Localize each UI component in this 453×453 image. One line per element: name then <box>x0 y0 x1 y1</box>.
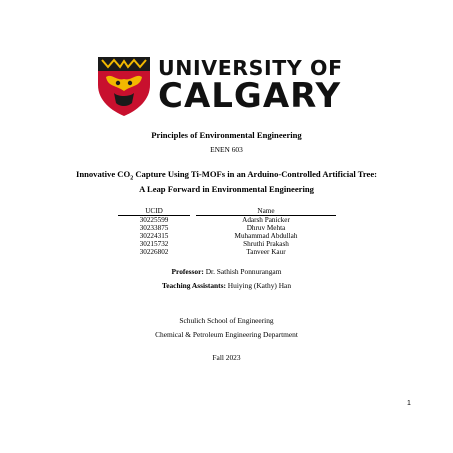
course-code: ENEN 603 <box>210 145 243 154</box>
department-name: Chemical & Petroleum Engineering Department <box>155 330 298 339</box>
term: Fall 2023 <box>212 353 241 362</box>
ta-name: Huiying (Kathy) Han <box>225 281 292 290</box>
table-row <box>118 248 336 256</box>
paper-title-line1 <box>0 169 453 184</box>
university-logo <box>96 55 356 117</box>
page-number: 1 <box>407 400 411 407</box>
ucid-header: UCID <box>118 207 190 216</box>
wordmark-line2: CALGARY <box>158 76 342 116</box>
member-name: Muhammad Abdullah <box>234 232 298 240</box>
paper-title-line2: A Leap Forward in Environmental Engineering <box>139 184 314 195</box>
paper-title-subscript: 2 <box>130 175 134 182</box>
member-ucid: 30224315 <box>139 232 169 240</box>
member-name: Shruthi Prakash <box>243 240 289 248</box>
school-name: Schulich School of Engineering <box>179 316 274 325</box>
member-name: Dhruv Mehta <box>246 224 286 232</box>
paper-title-line1-start: Innovative CO <box>75 169 131 179</box>
name-header: Name <box>196 207 336 216</box>
table-row <box>118 232 336 240</box>
university-wordmark <box>158 56 343 116</box>
wordmark-line1: UNIVERSITY OF <box>158 56 343 80</box>
course-title: Principles of Environmental Engineering <box>151 130 302 140</box>
ta-line <box>0 281 453 290</box>
ta-label: Teaching Assistants: <box>161 281 226 290</box>
member-ucid: 30215732 <box>139 240 169 248</box>
member-ucid: 30233875 <box>139 224 169 232</box>
professor-line <box>0 267 453 276</box>
member-name: Adarsh Panicker <box>242 216 290 224</box>
paper-title-line1-end: Capture Using Ti-MOFs in an Arduino-Controlled Artificial Tree: <box>133 169 378 179</box>
professor-label: Professor: <box>171 267 204 276</box>
member-ucid: 30226802 <box>139 248 169 256</box>
table-row <box>118 216 336 225</box>
paper-title <box>0 169 453 195</box>
member-name: Tanveer Kaur <box>246 248 286 256</box>
professor-name: Dr. Sathish Ponnurangam <box>203 267 282 276</box>
university-crest-icon <box>96 55 152 117</box>
team-table <box>118 207 336 256</box>
team-table-header <box>118 207 336 216</box>
table-row <box>118 240 336 248</box>
table-row <box>118 224 336 232</box>
member-ucid: 30225599 <box>139 216 169 224</box>
